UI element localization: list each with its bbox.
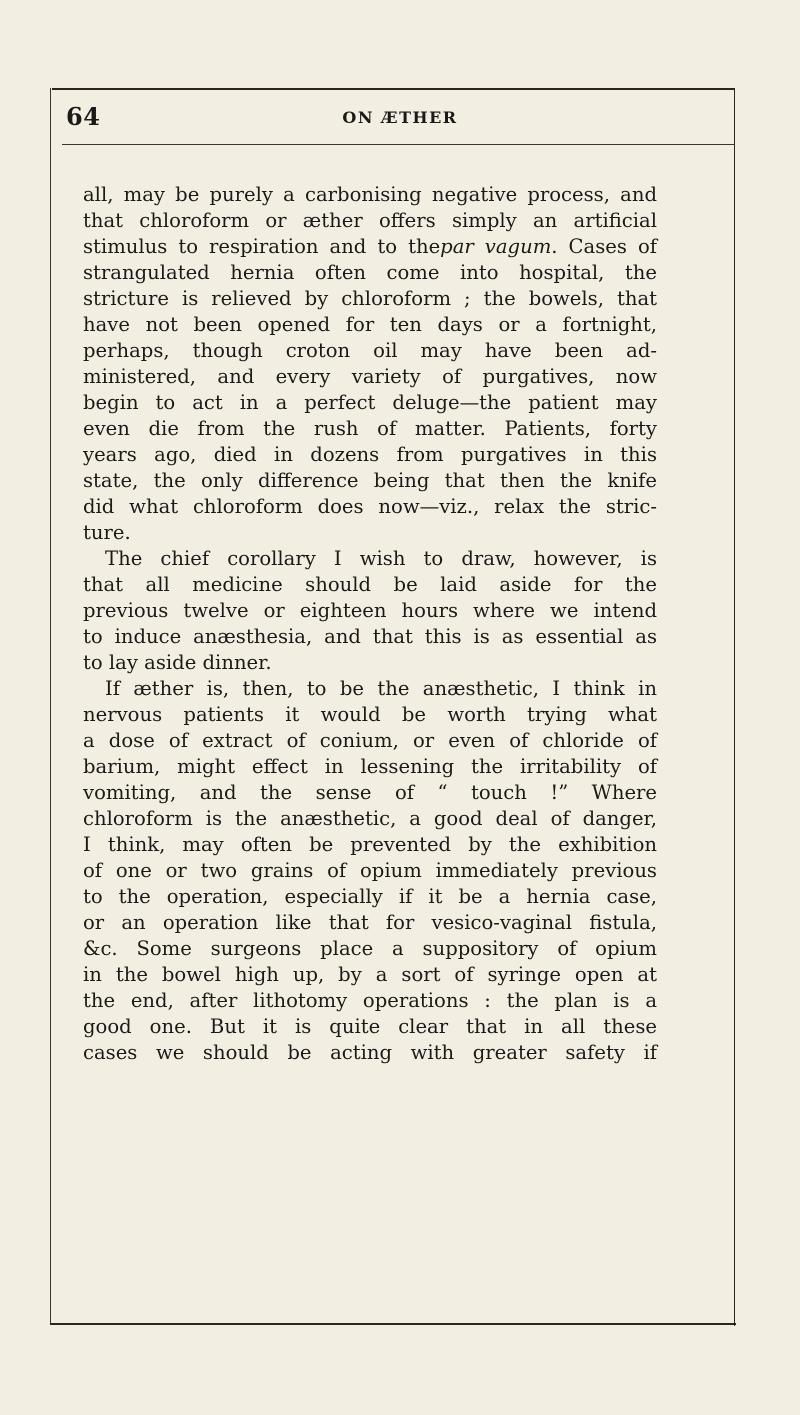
text-line: begin to act in a perfect deluge—the patient may (83, 391, 657, 414)
text-line: If æther is, then, to be the anæsthetic, I think in (105, 677, 657, 700)
text-line: cases we should be acting with greater safety if (83, 1041, 657, 1064)
page-border-bottom (50, 1323, 736, 1325)
text-line (83, 234, 657, 260)
text-line: that chloroform or æther offers simply an artificial (83, 209, 657, 232)
text-line: years ago, died in dozens from purgatives in this (83, 443, 657, 466)
text-line: all, may be purely a carbonising negative process, and (83, 183, 657, 206)
text-line: the end, after lithotomy operations : the plan is a (83, 989, 657, 1012)
text-line: to lay aside dinner. (83, 651, 272, 674)
text-line: even die from the rush of matter. Patients, forty (83, 417, 657, 440)
text-line: barium, might effect in lessening the irritability of (83, 755, 657, 778)
text-line: vomiting, and the sense of “ touch !” Where (83, 781, 657, 804)
text-line: state, the only difference being that then the knife (83, 469, 657, 492)
text-line: did what chloroform does now—viz., relax the stric- (83, 495, 657, 518)
text-line: that all medicine should be laid aside for the (83, 573, 657, 596)
text-line: The chief corollary I wish to draw, however, is (105, 547, 657, 570)
text-line: in the bowel high up, by a sort of syringe open at (83, 963, 657, 986)
text-line: perhaps, though croton oil may have been ad- (83, 339, 657, 362)
text-line: ministered, and every variety of purgatives, now (83, 365, 657, 388)
body-text (83, 182, 657, 1066)
text-line: &c. Some surgeons place a suppository of opium (83, 937, 657, 960)
text-line: or an operation like that for vesico-vaginal fistula, (83, 911, 657, 934)
text-line: have not been opened for ten days or a fortnight, (83, 313, 657, 336)
text-line-segment: . Cases of (551, 235, 657, 258)
text-line: nervous patients it would be worth trying what (83, 703, 657, 726)
page-border-left (50, 88, 51, 1323)
text-line: to the operation, especially if it be a hernia case, (83, 885, 657, 908)
text-line: strangulated hernia often come into hospital, the (83, 261, 657, 284)
running-title: ON ÆTHER (342, 108, 458, 127)
page-border-right (734, 88, 735, 1326)
text-line: to induce anæsthesia, and that this is as essential as (83, 625, 657, 648)
text-line: I think, may often be prevented by the exhibition (83, 833, 657, 856)
text-line: ture. (83, 521, 131, 544)
text-line: good one. But it is quite clear that in all these (83, 1015, 657, 1038)
text-line: previous twelve or eighteen hours where we intend (83, 599, 657, 622)
page-border-top (52, 88, 734, 90)
text-line-segment: stimulus to respiration and to the (83, 235, 441, 258)
text-line: stricture is relieved by chloroform ; the bowels, that (83, 287, 657, 310)
header-rule (62, 144, 734, 145)
text-line: a dose of extract of conium, or even of chloride of (83, 729, 657, 752)
text-line: of one or two grains of opium immediately previous (83, 859, 657, 882)
page-number: 64 (66, 102, 101, 131)
italic-term: par vagum (440, 235, 552, 258)
text-line: chloroform is the anæsthetic, a good deal of danger, (83, 807, 657, 830)
